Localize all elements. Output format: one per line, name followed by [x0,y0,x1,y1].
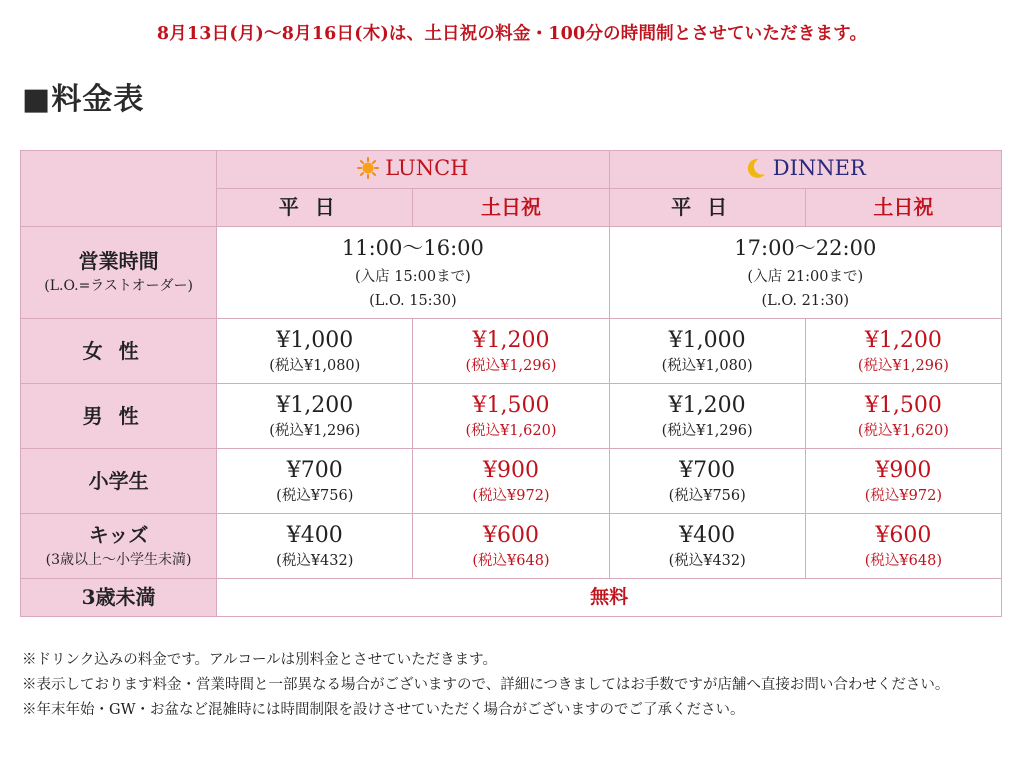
price-cell: ¥400 (税込¥432) [217,514,413,579]
dinner-last-order: (L.O. 21:30) [761,292,850,309]
table-corner [21,151,217,227]
price-cell: ¥400 (税込¥432) [609,514,805,579]
price-cell: ¥1,500 (税込¥1,620) [805,384,1001,449]
row-label-kids: キッズ (3歳以上〜小学生未満) [21,514,217,579]
table-row [21,384,1002,449]
lunch-header [217,151,609,189]
row-label-men: 男性 [21,384,217,449]
moon-icon [745,157,767,184]
page-title: ■料金表 [22,82,145,117]
price-cell: ¥1,200 (税込¥1,296) [609,384,805,449]
price-cell: ¥900 (税込¥972) [413,449,609,514]
price-cell: ¥600 (税込¥648) [413,514,609,579]
table-row [21,514,1002,579]
price-cell: ¥1,200 (税込¥1,296) [805,319,1001,384]
row-label-elementary: 小学生 [21,449,217,514]
price-cell: ¥700 (税込¥756) [609,449,805,514]
price-cell: ¥1,000 (税込¥1,080) [217,319,413,384]
price-cell: ¥900 (税込¥972) [805,449,1001,514]
note-item: ※年末年始・GW・お盆など混雑時には時間制限を設けさせていただく場合がございますのでご了承ください。 [22,702,745,718]
price-table [20,150,1002,617]
notice-banner: 8月13日(月)〜8月16日(木)は、土日祝の料金・100分の時間制とさせていただきます。 [156,24,868,44]
lunch-hours: 11:00〜16:00 [341,236,484,261]
price-cell: ¥600 (税込¥648) [805,514,1001,579]
table-row [21,579,1002,617]
price-cell: ¥1,200 (税込¥1,296) [413,319,609,384]
notes [22,648,1002,723]
note-item: ※ドリンク込みの料金です。アルコールは別料金とさせていただきます。 [22,652,498,668]
lunch-hours-cell [217,227,609,319]
row-label-under3: 3歳未満 [21,579,217,617]
dinner-header [609,151,1001,189]
dinner-weekday-header: 平日 [609,189,805,227]
table-row [21,449,1002,514]
hours-sublabel: (L.O.=ラストオーダー) [44,278,193,295]
dinner-weekend-header: 土日祝 [805,189,1001,227]
note-item: ※表示しております料金・営業時間と一部異なる場合がございますので、詳細につきましてはお手数ですが店舗へ直接お問い合わせください。 [22,677,950,693]
price-cell: ¥1,000 (税込¥1,080) [609,319,805,384]
dinner-hours: 17:00〜22:00 [734,236,877,261]
table-row [21,319,1002,384]
lunch-label: LUNCH [385,156,469,180]
dinner-label: DINNER [772,156,866,180]
hours-label: 営業時間 [78,249,159,274]
lunch-last-order: (L.O. 15:30) [369,292,457,309]
lunch-weekday-header: 平日 [217,189,413,227]
price-cell: ¥700 (税込¥756) [217,449,413,514]
row-label-women: 女性 [21,319,217,384]
price-cell: ¥1,500 (税込¥1,620) [413,384,609,449]
sun-icon [357,157,379,184]
dinner-hours-cell [609,227,1001,319]
dinner-entry: (入店 21:00まで) [747,268,864,285]
free-cell: 無料 [217,579,1002,617]
lunch-entry: (入店 15:00まで) [355,268,471,285]
price-cell: ¥1,200 (税込¥1,296) [217,384,413,449]
hours-row-label [21,227,217,319]
lunch-weekend-header: 土日祝 [413,189,609,227]
